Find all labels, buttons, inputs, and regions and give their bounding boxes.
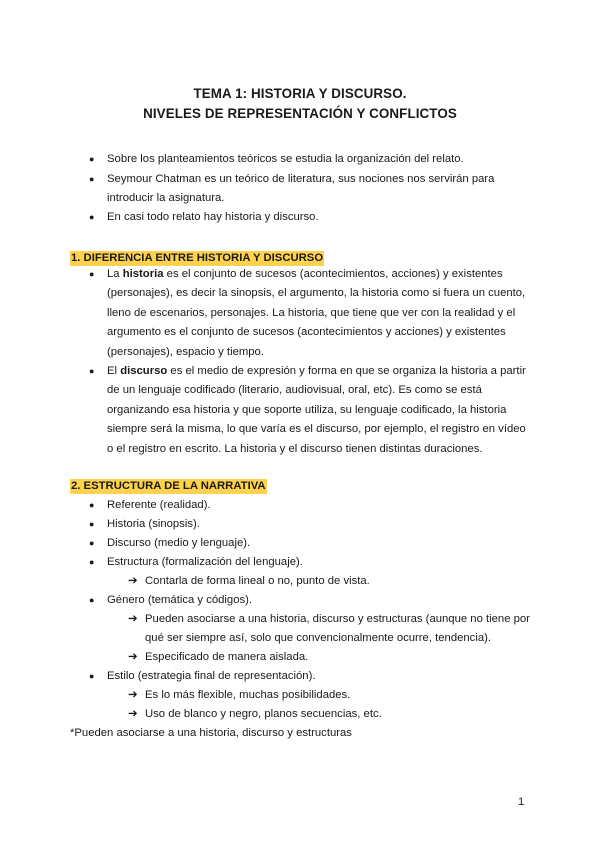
- intro-item: Seymour Chatman es un teórico de literatura, sus nociones nos servirán para: [107, 173, 495, 185]
- bullet-icon: ●: [89, 269, 95, 279]
- sub-list-item: Contarla de forma lineal o no, punto de vista.: [145, 575, 370, 587]
- historia-paragraph: La historia es el conjunto de sucesos (acontecimientos, acciones) y existentes (personajes), es decir la sinopsis, el argumento, la historia como si fuera un cuento, lleno de escenarios, personajes. La historia, que tiene que ver con la realidad y el argumento es el conjunto de sucesos (acontecimientos y acciones) y existentes (personajes), espacio y tiempo.: [107, 268, 526, 358]
- intro-item: Sobre los planteamientos teóricos se estudia la organización del relato.: [107, 153, 464, 165]
- bullet-icon: ●: [89, 595, 95, 605]
- bullet-icon: ●: [89, 174, 95, 184]
- list-item: Discurso (medio y lenguaje).: [107, 537, 251, 549]
- list-item: Género (temática y códigos).: [107, 594, 253, 606]
- bullet-icon: ●: [89, 154, 95, 164]
- sub-list-item: Es lo más flexible, muchas posibilidades.: [145, 689, 351, 701]
- list-item: Historia (sinopsis).: [107, 518, 200, 530]
- arrow-right-icon: ➔: [128, 689, 138, 701]
- footnote: *Pueden asociarse a una historia, discurso y estructuras: [70, 727, 352, 739]
- bullet-icon: ●: [89, 671, 95, 681]
- arrow-right-icon: ➔: [128, 651, 138, 663]
- page-number: 1: [518, 796, 525, 808]
- sub-list-item: Pueden asociarse a una historia, discurso y estructuras (aunque no tiene por: [145, 613, 530, 625]
- arrow-right-icon: ➔: [128, 613, 138, 625]
- title-line-2: NIVELES DE REPRESENTACIÓN Y CONFLICTOS: [143, 106, 457, 121]
- title-line-1: TEMA 1: HISTORIA Y DISCURSO.: [193, 86, 407, 101]
- section-2-heading: 2. ESTRUCTURA DE LA NARRATIVA: [71, 480, 266, 492]
- bullet-icon: ●: [89, 538, 95, 548]
- bullet-icon: ●: [89, 519, 95, 529]
- historia-term: historia: [122, 268, 164, 280]
- bullet-icon: ●: [89, 366, 95, 376]
- list-item: Estilo (estrategia final de representación).: [107, 670, 316, 682]
- sub-list-item: Especificado de manera aislada.: [145, 651, 309, 663]
- list-item: Referente (realidad).: [107, 499, 211, 511]
- bullet-icon: ●: [89, 557, 95, 567]
- bullet-icon: ●: [89, 500, 95, 510]
- section-1-heading: 1. DIFERENCIA ENTRE HISTORIA Y DISCURSO: [71, 252, 324, 264]
- discurso-paragraph: El discurso es el medio de expresión y forma en que se organiza la historia a partir de un lenguaje codificado (literario, audiovisual, oral, etc). Es como se está organizando esa historia y que soporte utiliza, su lenguaje codificado, la historia siempre será la misma, lo que varía es el discurso, por ejemplo, el registro en vídeo o el registro en escrito. La historia y el discurso tienen distintas duraciones.: [107, 365, 526, 455]
- sub-list-item: Uso de blanco y negro, planos secuencias, etc.: [145, 708, 382, 720]
- discurso-term: discurso: [120, 365, 168, 377]
- bullet-icon: ●: [89, 212, 95, 222]
- arrow-right-icon: ➔: [128, 575, 138, 587]
- arrow-right-icon: ➔: [128, 708, 138, 720]
- intro-item-continuation: introducir la asignatura.: [107, 192, 225, 204]
- list-item: Estructura (formalización del lenguaje).: [107, 556, 303, 568]
- sub-list-item-continuation: qué ser siempre así, solo que convencionalmente ocurre, tendencia).: [145, 632, 492, 644]
- intro-item: En casi todo relato hay historia y discurso.: [107, 211, 319, 223]
